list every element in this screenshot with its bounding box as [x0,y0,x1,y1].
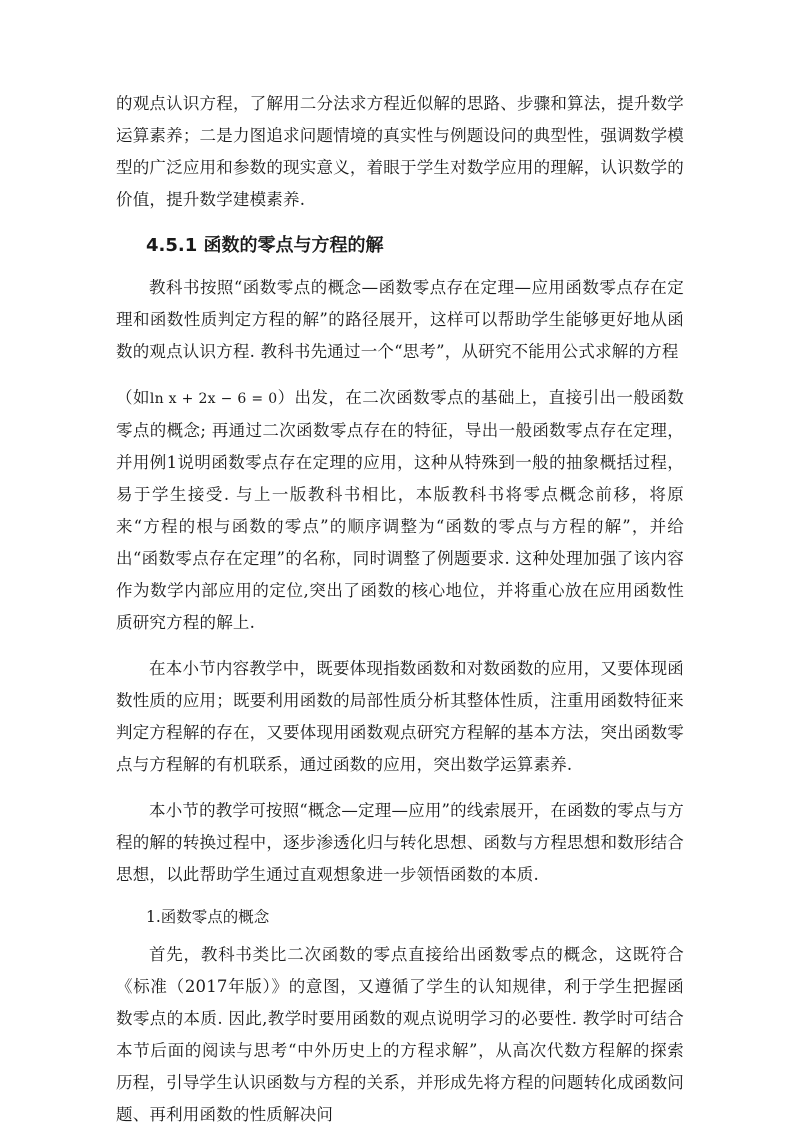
paragraph-3: 本小节的教学可按照“概念—定理—应用”的线索展开，在函数的零点与方程的解的转换过程中，逐步渗透化归与转化思想、函数与方程思想和数形结合思想，以此帮助学生通过直观想象进一步领悟函数的本质. [116,801,684,884]
subsection-title: 1.函数零点的概念 [146,908,270,926]
intro-paragraph: 的观点认识方程，了解用二分法求方程近似解的思路、步骤和算法，提升数学运算素养；二是力图追求问题情境的真实性与例题设问的典型性，强调数学模型的广泛应用和参数的现实意义，着眼于学生对数学应用的理解，认识数学的价值，提升数学建模素养. [116,94,684,209]
paragraph-1b [116,382,684,639]
paragraph-2: 在本小节内容教学中，既要体现指数函数和对数函数的应用，又要体现函数性质的应用；既要利用函数的局部性质分析其整体性质，注重用函数特征来判定方程解的存在，又要体现用函数观点研究方程解的基本方法，突出函数零点与方程解的有机联系，通过函数的应用，突出数学运算素养. [116,659,684,774]
section-title: 4.5.1 函数的零点与方程的解 [146,235,384,256]
paragraph-1b-rest: ）出发，在二次函数零点的基础上，直接引出一般函数零点的概念; 再通过二次函数零点存在的特征，导出一般函数零点存在定理，并用例1说明函数零点存在定理的应用，这种从特殊到一般的抽象概括过程，易于学生接受. 与上一版教科书相比，本版教科书将零点概念前移，将原来“方程的根与函数的零点”的顺序调整为“函数的零点与方程的解”，并给出“函数零点存在定理”的名称，同时调整了例题要求. 这种处理加强了该内容作为数学内部应用的定位,突出了函数的核心地位，并将重心放在应用函数性质研究方程的解上. [116,388,684,632]
equation: ln x + 2x − 6 = 0 [149,391,278,407]
paragraph-4: 首先，教科书类比二次函数的零点直接给出函数零点的概念，这既符合《标准（2017年版）》的意图，又遵循了学生的认知规律，利于学生把握函数零点的本质. 因此,教学时要用函数的观点说明学习的必要性. 教学时可结合本节后面的阅读与思考“中外历史上的方程求解”，从高次代数方程解的探索历程，引导学生认识函数与方程的关系，并形成先将方程的问题转化成函数问题、再利用函数的性质解决问 [116,945,684,1124]
paragraph-1a: 教科书按照“函数零点的概念—函数零点存在定理—应用函数零点存在定理和函数性质判定方程的解”的路径展开，这样可以帮助学生能够更好地从函数的观点认识方程. 教科书先通过一个“思考”，从研究不能用公式求解的方程 [116,278,684,361]
paren-open: （如 [116,388,150,407]
